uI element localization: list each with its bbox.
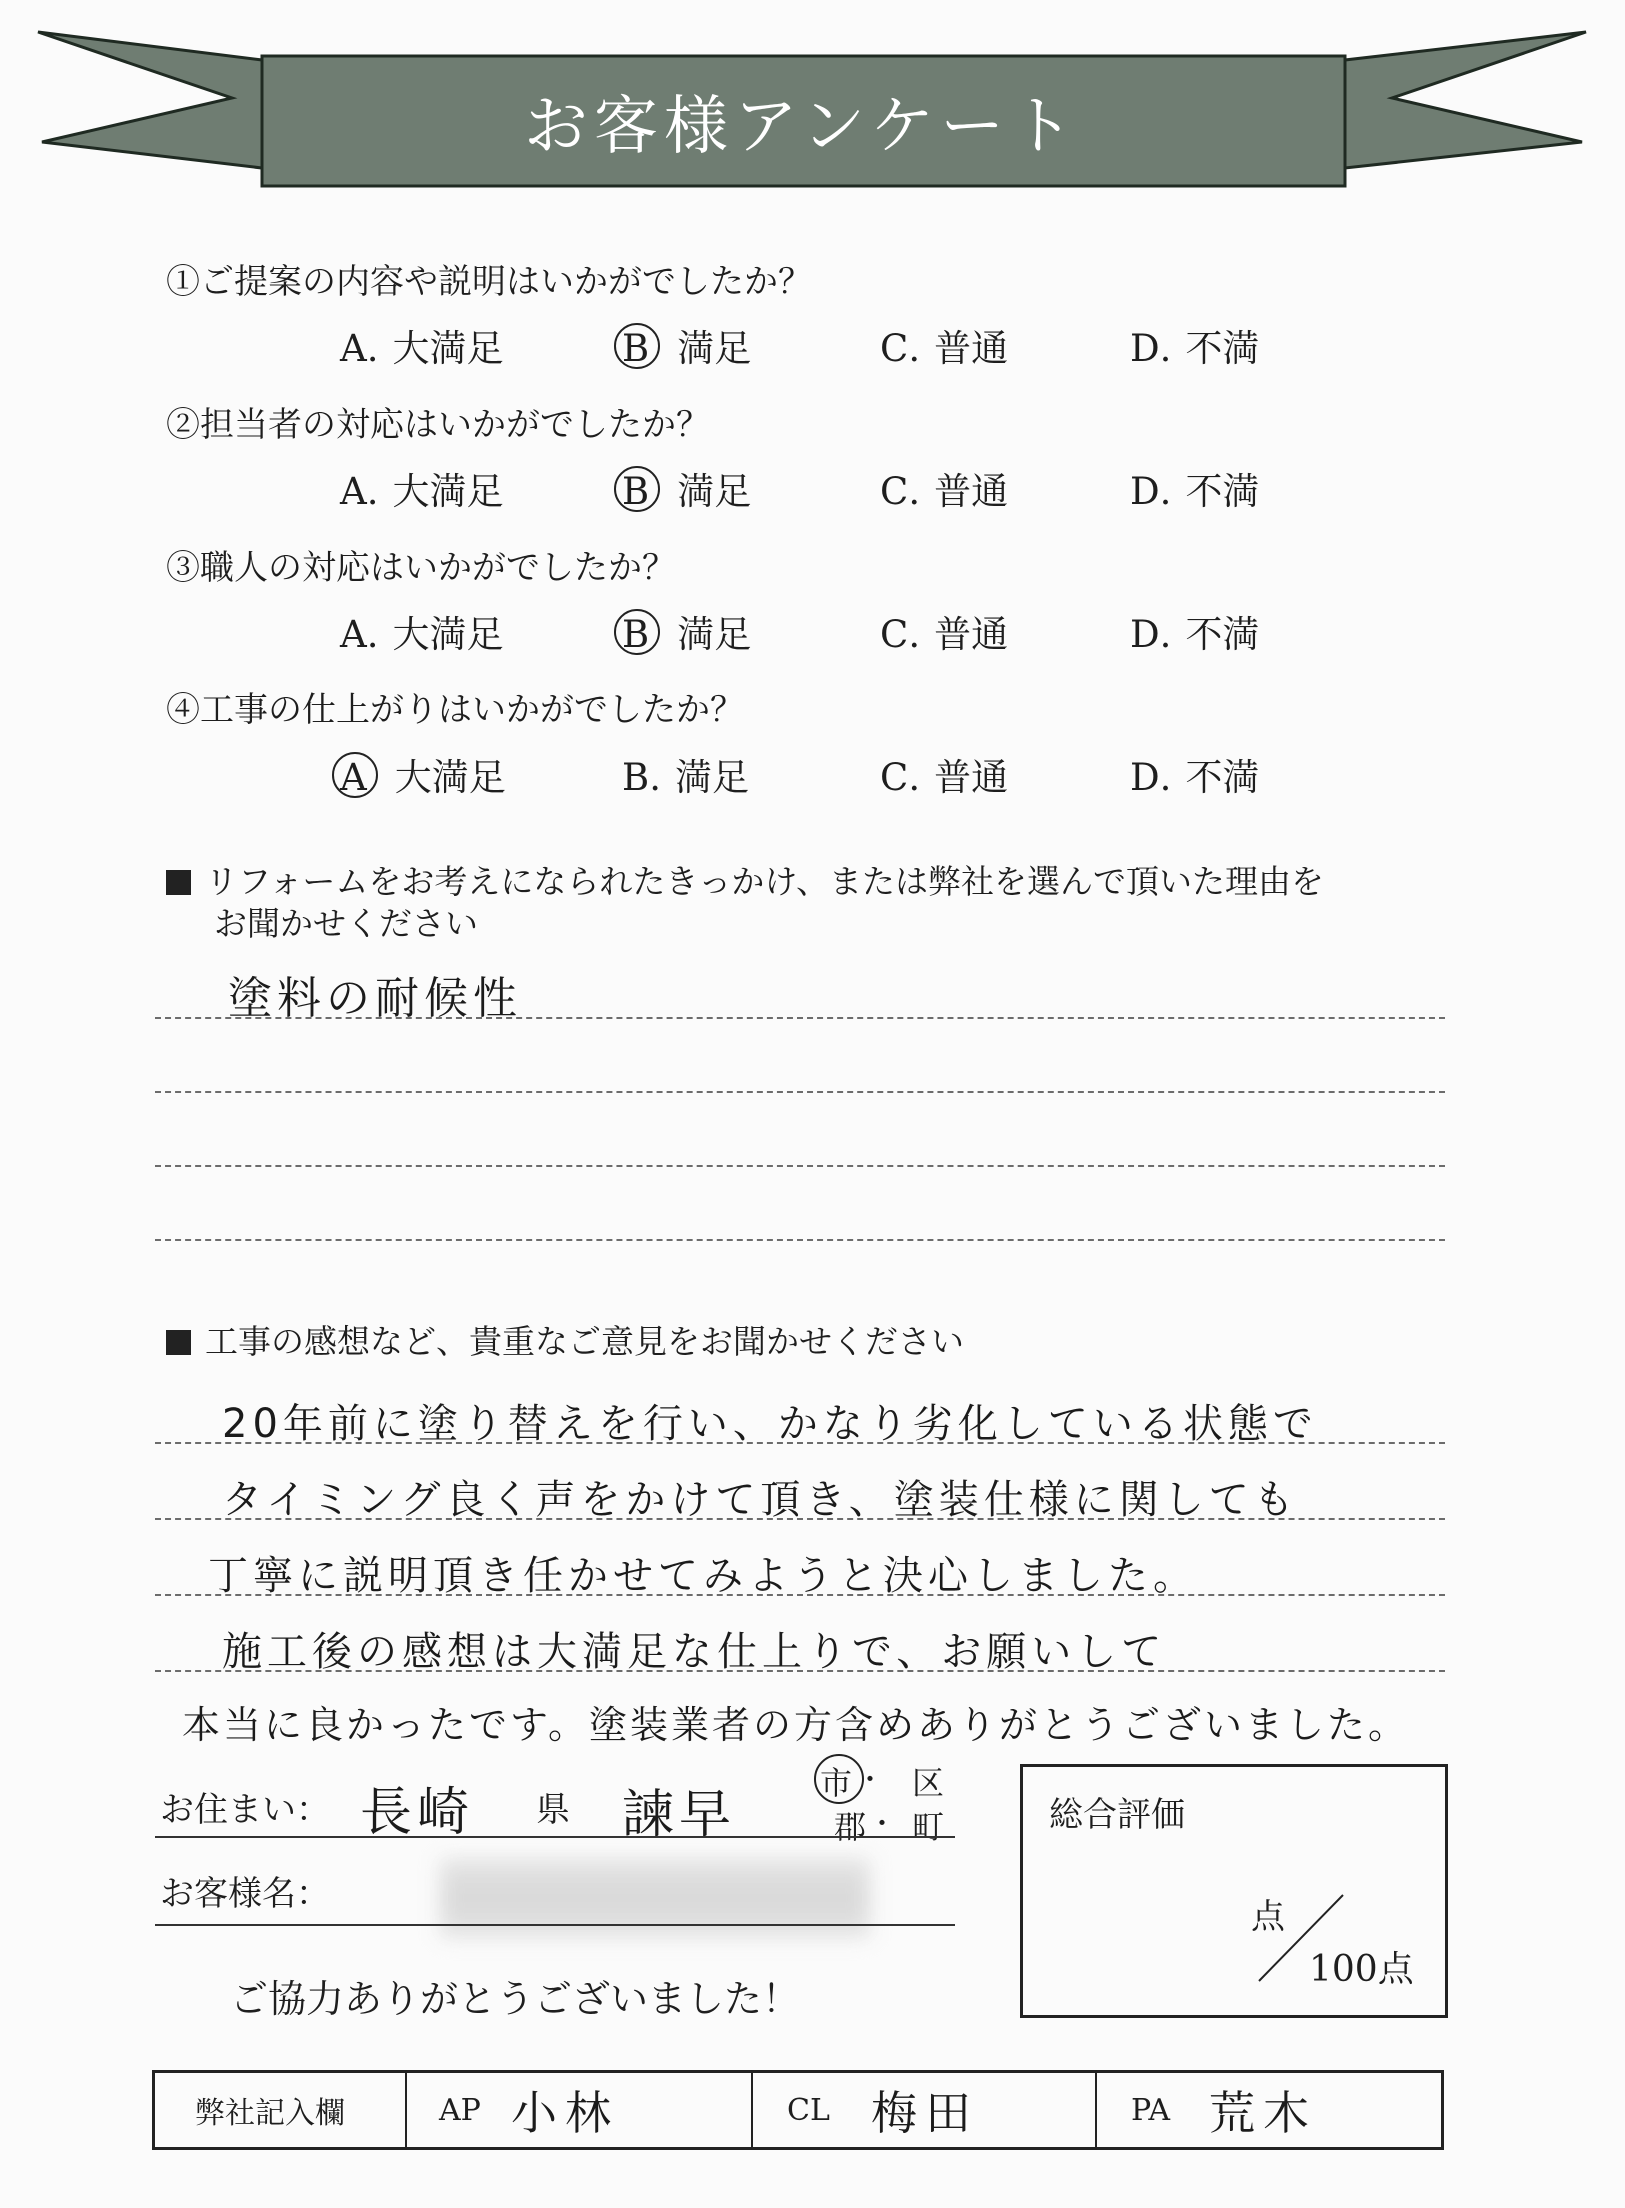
pa-value: 荒木 (1209, 2086, 1317, 2140)
option-dot: . (366, 613, 379, 656)
option-letter: D (1130, 756, 1160, 799)
evaluation-max: 100点 (1309, 1949, 1414, 1990)
address-prefecture: 長崎 (360, 1783, 475, 1843)
option-letter: A (340, 327, 367, 370)
impression-heading-text: 工事の感想など、貴重なご意見をお聞かせください (205, 1322, 964, 1361)
option-label: 満足 (677, 613, 752, 656)
option-label: 不満 (1185, 470, 1260, 513)
question-text: ②担当者の対応はいかがでしたか？ (166, 405, 710, 445)
option-c (880, 604, 1008, 658)
answer-line (155, 1518, 1445, 1520)
option-letter: C (880, 756, 909, 799)
square-bullet-icon (166, 1330, 191, 1355)
impression-line-3: 丁寧に説明頂き任かせてみようと決心しました。 (208, 1553, 1198, 1599)
answer-line (155, 1670, 1445, 1672)
option-letter: A (340, 470, 367, 513)
option-dot: . (1159, 756, 1172, 799)
option-d (1130, 318, 1259, 372)
option-dot: . (1159, 470, 1172, 513)
option-dot: . (908, 756, 921, 799)
suffix-ku: 区 (912, 1764, 945, 1802)
option-label: 大満足 (392, 613, 504, 656)
option-dot: . (1159, 327, 1172, 370)
cl-value: 梅田 (871, 2086, 979, 2140)
option-label: 不満 (1185, 613, 1260, 656)
evaluation-label: 総合評価 (1049, 1795, 1185, 1835)
option-c (880, 747, 1008, 801)
option-label: 大満足 (394, 756, 506, 799)
option-label: 大満足 (392, 470, 504, 513)
impression-line-4: 施工後の感想は大満足な仕上りで、お願いして (222, 1629, 1167, 1675)
option-a (340, 461, 504, 515)
option-dot: . (908, 327, 921, 370)
customer-name-redacted (440, 1858, 870, 1938)
banner-left-ribbon (38, 32, 262, 168)
customer-name-underline (155, 1924, 955, 1926)
ap-label: AP (439, 2092, 481, 2128)
option-letter: C (880, 327, 909, 370)
option-c (880, 461, 1008, 515)
option-a (340, 747, 506, 801)
customer-name-label: お客様名： (160, 1874, 330, 1914)
option-letter: C (880, 470, 909, 513)
option-label: 普通 (934, 470, 1009, 513)
option-letter: D (1130, 613, 1160, 656)
option-letter: B (622, 613, 650, 656)
reason-answer: 塗料の耐候性 (228, 973, 522, 1024)
option-b (622, 747, 749, 801)
option-label: 不満 (1185, 327, 1260, 370)
pa-label: PA (1131, 2092, 1171, 2128)
impression-line-5: 本当に良かったです。塗装業者の方含めありがとうございました。 (182, 1703, 1409, 1747)
option-letter: D (1130, 327, 1160, 370)
option-letter: D (1130, 470, 1160, 513)
impression-line-1: 20年前に塗り替えを行い、かなり劣化している状態で (222, 1401, 1318, 1447)
answer-line (155, 1091, 1445, 1093)
page-title: お客様アンケート (523, 90, 1081, 164)
option-b (622, 318, 751, 372)
option-dot: . (908, 470, 921, 513)
question-text: ④工事の仕上がりはいかがでしたか？ (166, 690, 744, 730)
option-a (340, 604, 504, 658)
option-dot: . (366, 470, 379, 513)
option-label: 普通 (934, 756, 1009, 799)
option-dot: . (649, 756, 661, 799)
option-dot: . (366, 327, 379, 370)
answer-line (155, 1239, 1445, 1241)
option-a (340, 318, 504, 372)
question-text: ①ご提案の内容や説明はいかがでしたか？ (166, 262, 812, 302)
ap-value: 小林 (511, 2086, 619, 2140)
option-label: 不満 (1185, 756, 1260, 799)
option-letter: B (622, 327, 650, 370)
option-label: 満足 (677, 470, 752, 513)
question-text: ③職人の対応はいかがでしたか？ (166, 548, 676, 588)
office-label-cell (155, 2073, 407, 2147)
suffix-gun: 郡 (834, 1808, 867, 1846)
suffix-cho: 町 (912, 1808, 945, 1846)
option-dot: . (1159, 613, 1172, 656)
office-ap-cell (407, 2073, 753, 2147)
option-d (1130, 747, 1259, 801)
answer-line (155, 1165, 1445, 1167)
office-pa-cell (1097, 2073, 1441, 2147)
option-c (880, 318, 1008, 372)
prefecture-suffix: 県 (536, 1790, 570, 1830)
suffix-dot: ・ (856, 1763, 885, 1796)
answer-line (155, 1017, 1445, 1019)
option-b (622, 461, 751, 515)
reason-heading-text: リフォームをお考えになられたきっかけ、または弊社を選んで頂いた理由を (205, 862, 1325, 901)
evaluation-unit: 点 (1251, 1897, 1285, 1937)
option-letter: B (622, 470, 650, 513)
option-label: 普通 (934, 613, 1009, 656)
impression-line-2: タイミング良く声をかけて頂き、塗装仕様に関しても (222, 1477, 1299, 1523)
overall-evaluation-box (1020, 1764, 1448, 2018)
option-letter: C (880, 613, 909, 656)
option-letter: A (340, 756, 367, 799)
option-b (622, 604, 751, 658)
thanks-message: ご協力ありがとうございました！ (230, 1977, 801, 2021)
square-bullet-icon (166, 870, 191, 895)
address-city: 諫早 (622, 1785, 737, 1845)
option-label: 満足 (674, 756, 749, 799)
option-dot: . (908, 613, 921, 656)
office-cl-cell (753, 2073, 1097, 2147)
option-label: 普通 (934, 327, 1009, 370)
option-d (1130, 461, 1259, 515)
reason-heading (166, 856, 1324, 903)
cl-label: CL (787, 2092, 830, 2128)
option-label: 大満足 (392, 327, 504, 370)
office-use-table (152, 2070, 1444, 2150)
address-underline (155, 1836, 955, 1838)
suffix-shi: 市 (820, 1764, 853, 1802)
answer-line (155, 1594, 1445, 1596)
suffix-dot: ・ (868, 1807, 897, 1840)
option-d (1130, 604, 1259, 658)
answer-line (155, 1442, 1445, 1444)
impression-heading (166, 1316, 964, 1363)
option-letter: B (622, 756, 650, 799)
office-label: 弊社記入欄 (195, 2096, 345, 2131)
option-label: 満足 (677, 327, 752, 370)
banner-right-ribbon (1345, 32, 1586, 168)
option-letter: A (340, 613, 367, 656)
address-label: お住まい： (160, 1790, 330, 1830)
reason-heading-sub: お聞かせください (214, 904, 478, 943)
